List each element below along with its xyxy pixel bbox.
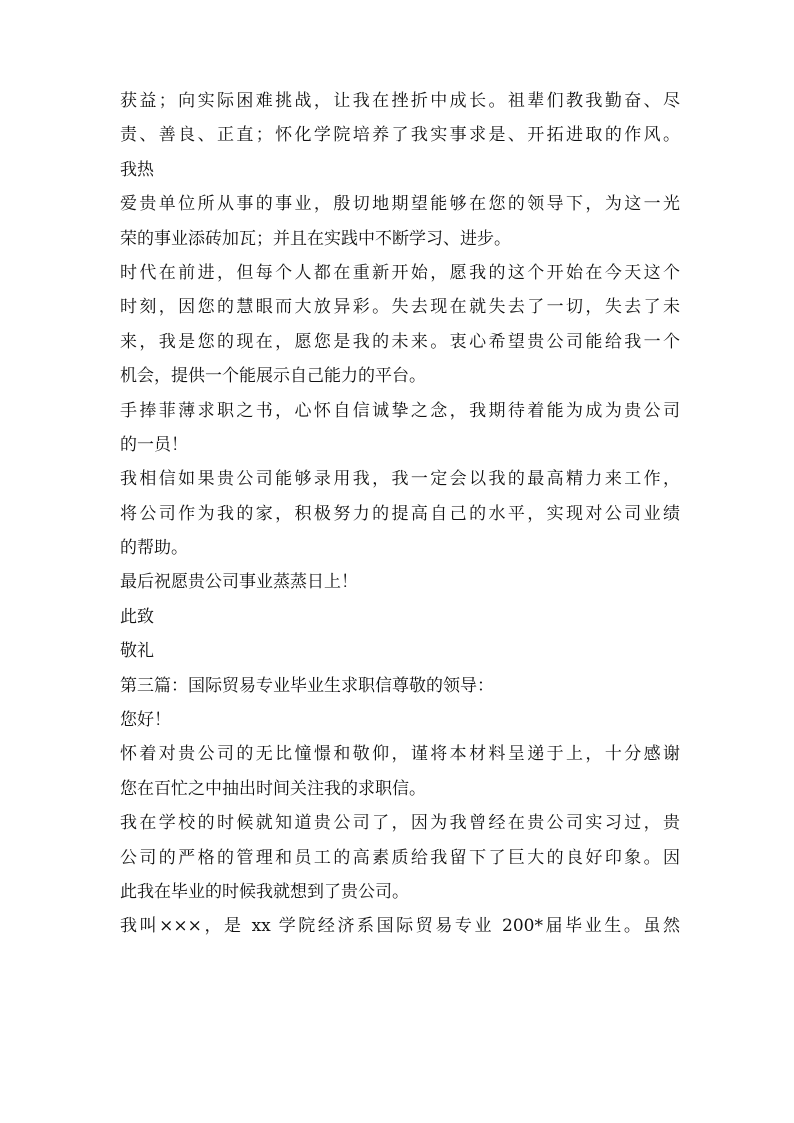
- text-line: 您在百忙之中抽出时间关注我的求职信。: [120, 778, 426, 799]
- text-line: 敬礼: [120, 641, 154, 662]
- text-line: 责、善良、正直；怀化学院培养了我实事求是、开拓进取的作风。: [120, 125, 680, 146]
- text-line: 第三篇：国际贸易专业毕业生求职信尊敬的领导：: [120, 675, 494, 696]
- text-line: 此致: [120, 606, 154, 627]
- text-line: 获益；向实际困难挑战，让我在挫折中成长。祖辈们教我勤奋、尽: [120, 91, 680, 111]
- text-line: 我叫×××，是 xx 学院经济系国际贸易专业 200*届毕业生。虽然: [120, 916, 680, 937]
- text-line: 的一员！: [120, 434, 188, 455]
- text-line: 怀着对贵公司的无比憧憬和敬仰，谨将本材料呈递于上，十分感谢: [120, 744, 680, 765]
- letter-body: [120, 84, 680, 944]
- text-line: 爱贵单位所从事的事业，殷切地期望能够在您的领导下，为这一光: [120, 194, 680, 215]
- text-line: 公司的严格的管理和员工的高素质给我留下了巨大的良好印象。因: [120, 847, 680, 868]
- text-line: 此我在毕业的时候我就想到了贵公司。: [120, 881, 409, 902]
- text-line: 将公司作为我的家，积极努力的提高自己的水平，实现对公司业绩: [120, 503, 680, 524]
- text-line: 的帮助。: [120, 538, 188, 559]
- text-line: 时代在前进，但每个人都在重新开始，愿我的这个开始在今天这个: [120, 262, 680, 283]
- text-line: 我热: [120, 159, 154, 180]
- text-line: 时刻，因您的慧眼而大放异彩。失去现在就失去了一切，失去了未: [120, 297, 680, 318]
- text-line: 您好！: [120, 710, 171, 731]
- text-line: 手捧菲薄求职之书，心怀自信诚挚之念，我期待着能为成为贵公司: [120, 400, 680, 421]
- text-line: 我相信如果贵公司能够录用我，我一定会以我的最高精力来工作，: [120, 469, 680, 490]
- text-line: 来，我是您的现在，愿您是我的未来。衷心希望贵公司能给我一个: [120, 331, 680, 352]
- text-line: 最后祝愿贵公司事业蒸蒸日上！: [120, 572, 358, 593]
- text-line: 我在学校的时候就知道贵公司了，因为我曾经在贵公司实习过，贵: [120, 813, 680, 834]
- text-line: 机会，提供一个能展示自己能力的平台。: [120, 366, 426, 387]
- text-line: 荣的事业添砖加瓦；并且在实践中不断学习、进步。: [120, 228, 511, 249]
